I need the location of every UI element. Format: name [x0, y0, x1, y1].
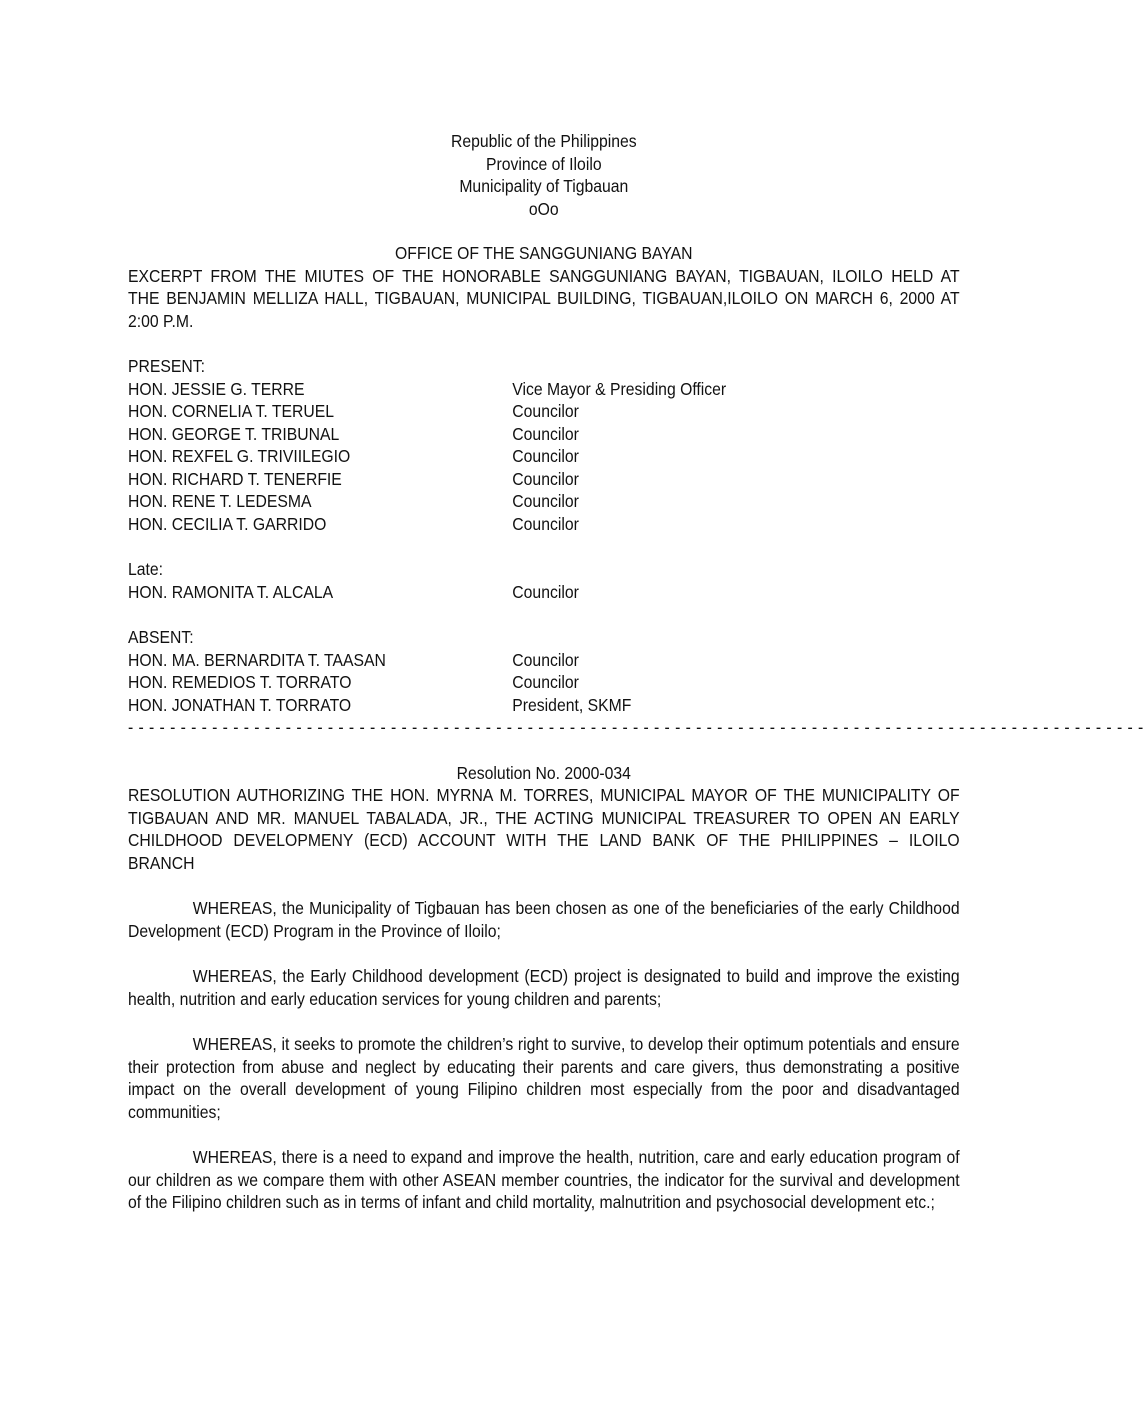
attendee-row: [128, 694, 960, 717]
attendee-name: HON. JONATHAN T. TORRATO: [128, 694, 352, 715]
letterhead: [128, 130, 960, 220]
attendee-role: Councilor: [512, 423, 579, 444]
attendee-role: Councilor: [512, 513, 579, 534]
excerpt-line: THE BENJAMIN MELLIZA HALL, TIGBAUAN, MUNICIPAL BUILDING, TIGBAUAN,ILOILO ON MARCH 6, 2000 AT: [128, 288, 960, 308]
attendee-row: [128, 649, 960, 672]
present-label: PRESENT:: [128, 356, 206, 376]
attendee-role: Councilor: [512, 581, 579, 602]
letterhead-country: Republic of the Philippines: [450, 131, 637, 151]
attendee-name: HON. MA. BERNARDITA T. TAASAN: [128, 649, 386, 670]
whereas-clause: WHEREAS, it seeks to promote the children’s right to survive, to develop their optimum potentials and ensure their protection from abuse and neglect by educating their parents and care givers, thus demonstrating a positive impact on the overall development of young Filipino children most especially from the poor and disadvantaged communities;: [128, 1034, 960, 1122]
attendee-role: Councilor: [512, 649, 579, 670]
attendee-role: President, SKMF: [512, 694, 632, 715]
attendee-role: Vice Mayor & Presiding Officer: [512, 378, 727, 399]
attendee-row: [128, 445, 960, 468]
attendee-name: HON. REXFEL G. TRIVIILEGIO: [128, 446, 351, 466]
attendee-name: HON. REMEDIOS T. TORRATO: [128, 672, 352, 692]
attendee-row: [128, 581, 960, 604]
whereas-clause: WHEREAS, the Municipality of Tigbauan has been chosen as one of the beneficiaries of the early Childhood Development (ECD) Program in the Province of Iloilo;: [128, 898, 960, 941]
resolution-title-line: TIGBAUAN AND MR. MANUEL TABALADA, JR., THE ACTING MUNICIPAL TREASURER TO OPEN AN EARLY: [128, 807, 960, 828]
letterhead-province: Province of Iloilo: [486, 153, 602, 174]
document-body: [128, 130, 1144, 1214]
letterhead-municipality: Municipality of Tigbauan: [459, 176, 629, 196]
attendee-row: [128, 423, 960, 446]
attendee-row: [128, 400, 960, 423]
whereas-clause: WHEREAS, the Early Childhood development (ECD) project is designated to build and improve the existing health, nutrition and early education services for young children and parents;: [128, 966, 960, 1009]
attendance-late: [128, 558, 960, 603]
resolution-title-line: RESOLUTION AUTHORIZING THE HON. MYRNA M. TORRES, MUNICIPAL MAYOR OF THE MUNICIPALITY OF: [128, 785, 960, 805]
attendee-role: Councilor: [512, 468, 579, 489]
attendee-name: HON. JESSIE G. TERRE: [128, 378, 305, 399]
attendee-role: Councilor: [512, 401, 579, 421]
attendee-role: Councilor: [512, 672, 579, 692]
attendee-name: HON. GEORGE T. TRIBUNAL: [128, 423, 340, 444]
attendee-name: HON. CECILIA T. GARRIDO: [128, 513, 327, 534]
attendee-name: HON. CORNELIA T. TERUEL: [128, 401, 334, 421]
excerpt-line: 2:00 P.M.: [128, 310, 194, 331]
attendee-role: Councilor: [512, 446, 579, 466]
attendee-row: [128, 513, 960, 536]
excerpt-heading: [128, 265, 960, 333]
separator-line: - - - - - - - - - - - - - - - - - - - - - - - - - - - - - - - - - - - - - - - - - - - - - - - - - - - - - - - - - - - - - - - - - - - - - - - - - - - - - - - - - - - - - - - - - - - - - - - - -: [128, 717, 1144, 737]
excerpt-line: EXCERPT FROM THE MIUTES OF THE HONORABLE SANGGUNIANG BAYAN, TIGBAUAN, ILOILO HELD AT: [128, 265, 960, 286]
attendee-role: Councilor: [512, 491, 579, 511]
document-page: [128, 130, 1144, 1214]
attendee-row: [128, 490, 960, 513]
late-label: Late:: [128, 559, 164, 579]
attendee-row: [128, 671, 960, 694]
office-title: OFFICE OF THE SANGGUNIANG BAYAN: [395, 243, 693, 263]
attendance-absent: [128, 626, 960, 716]
resolution-title-line: BRANCH: [128, 852, 195, 873]
absent-label: ABSENT:: [128, 627, 194, 647]
attendee-row: [128, 468, 960, 491]
resolution-number: Resolution No. 2000-034: [456, 762, 631, 783]
attendee-name: HON. RENE T. LEDESMA: [128, 491, 312, 511]
attendance-present: [128, 355, 960, 535]
resolution-title-line: CHILDHOOD DEVELOPMENY (ECD) ACCOUNT WITH THE LAND BANK OF THE PHILIPPINES – ILOILO: [128, 830, 960, 850]
attendee-name: HON. RICHARD T. TENERFIE: [128, 468, 342, 489]
letterhead-ornament: oOo: [528, 198, 559, 219]
whereas-clause: WHEREAS, there is a need to expand and improve the health, nutrition, care and early education program of our children as we compare them with other ASEAN member countries, the indicator for the survival and development of the Filipino children such as in terms of infant and child mortality, malnutrition and psychosocial development etc.;: [128, 1147, 960, 1212]
attendee-name: HON. RAMONITA T. ALCALA: [128, 581, 334, 602]
resolution-title: [128, 784, 960, 874]
attendee-row: [128, 378, 960, 401]
